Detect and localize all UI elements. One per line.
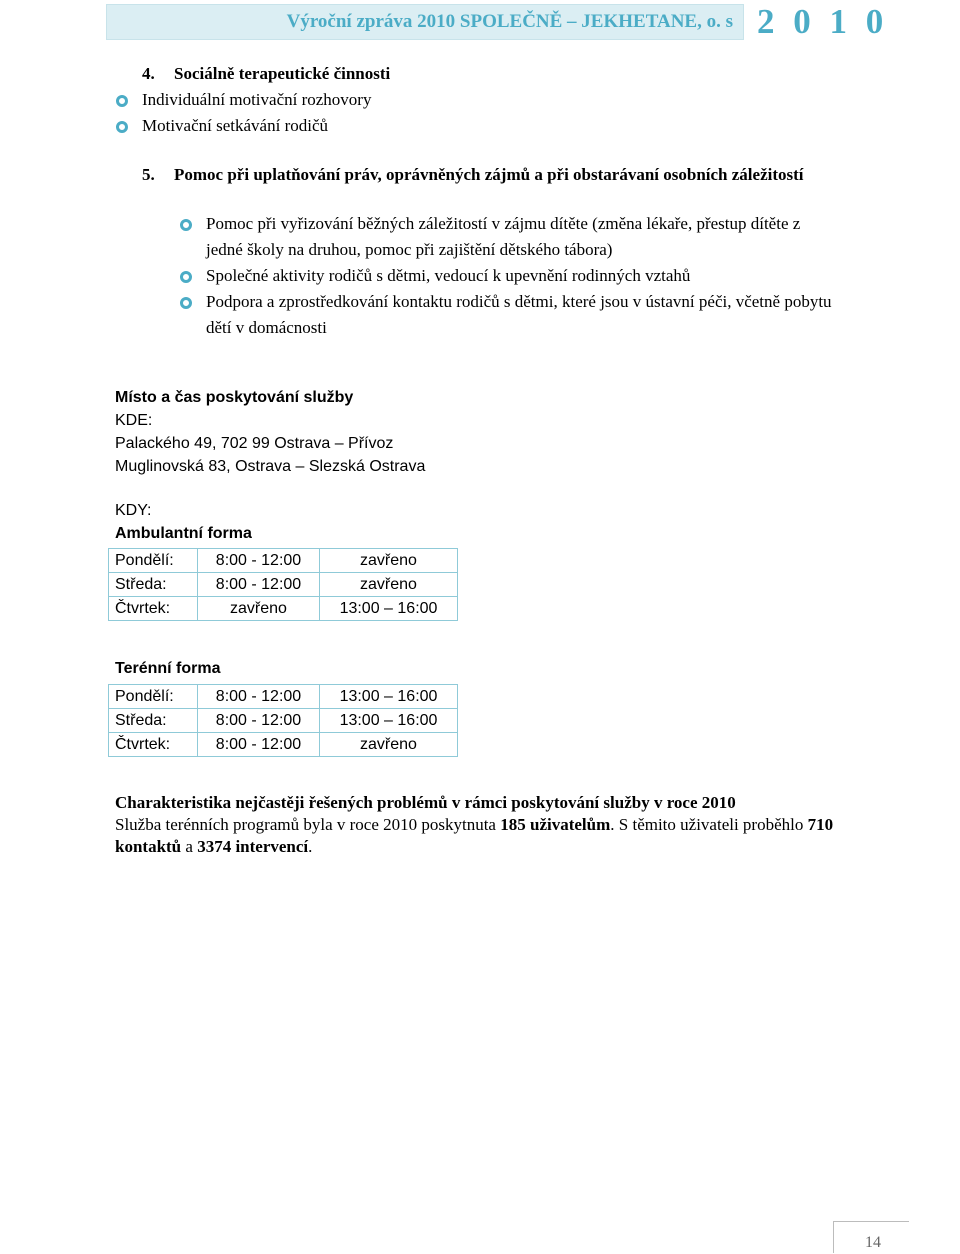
bullet-icon (116, 95, 128, 107)
table-row: Pondělí: 8:00 - 12:00 13:00 – 16:00 (109, 685, 458, 709)
ambulant-hours-table (108, 548, 458, 621)
users-count: 185 uživatelům (500, 815, 611, 834)
characteristics-heading: Charakteristika nejčastěji řešených problémů v rámci poskytování služby v roce 2010 (115, 793, 736, 812)
list-item: Pomoc při vyřizování běžných záležitostí v zájmu dítěte (změna lékaře, přestup dítěte z jedné školy na druhou, pomoc při zajištění dětského tábora) (78, 211, 838, 263)
table-row: Pondělí: 8:00 - 12:00 zavřeno (109, 549, 458, 573)
contacts-count: 710 kontaktů (115, 815, 834, 856)
list-item: Individuální motivační rozhovory (78, 87, 778, 113)
section-4-list (142, 87, 778, 139)
address-1: Palackého 49, 702 99 Ostrava – Přívoz (115, 435, 394, 452)
table-row: Čtvrtek: 8:00 - 12:00 zavřeno (109, 733, 458, 757)
address-2: Muglinovská 83, Ostrava – Slezská Ostrava (115, 458, 426, 475)
section-5-number: 5. (142, 165, 155, 184)
where-label: KDE: (115, 412, 153, 429)
characteristics-block (115, 792, 835, 858)
report-year: 2 0 1 0 (757, 2, 889, 41)
list-item: Společné aktivity rodičů s dětmi, vedoucí k upevnění rodinných vztahů (78, 263, 838, 289)
ambulant-heading: Ambulantní forma (115, 525, 252, 542)
section-5-title: Pomoc při uplatňování práv, oprávněných zájmů a při obstarávaní osobních záležitostí (174, 165, 804, 184)
header-bar (106, 4, 744, 40)
list-item: Motivační setkávání rodičů (78, 113, 778, 139)
characteristics-text: Služba terénních programů byla v roce 2010 poskytnuta 185 uživatelům. S těmito uživateli proběhlo 710 kontaktů a 3374 intervencí. (115, 815, 834, 856)
section-4-title: Sociálně terapeutické činnosti (174, 64, 391, 83)
table-row: Čtvrtek: zavřeno 13:00 – 16:00 (109, 597, 458, 621)
field-hours-table (108, 684, 458, 757)
section-4-heading (142, 61, 834, 87)
bullet-icon (180, 297, 192, 309)
field-heading: Terénní forma (115, 660, 221, 677)
section-4 (142, 61, 834, 87)
bullet-icon (116, 121, 128, 133)
report-title: Výroční zpráva 2010 SPOLEČNĚ – JEKHETANE, o. s (286, 11, 733, 32)
when-label: KDY: (115, 502, 152, 519)
table-row: Středa: 8:00 - 12:00 13:00 – 16:00 (109, 709, 458, 733)
section-4-number: 4. (142, 64, 155, 83)
table-row: Středa: 8:00 - 12:00 zavřeno (109, 573, 458, 597)
section-5-list (78, 211, 838, 341)
list-item: Podpora a zprostředkování kontaktu rodičů s dětmi, které jsou v ústavní péči, včetně pobytu dětí v domácnosti (78, 289, 838, 341)
bullet-icon (180, 271, 192, 283)
page-number: 14 (865, 1234, 881, 1251)
section-5-heading (142, 162, 842, 188)
bullet-icon (180, 219, 192, 231)
interventions-count: 3374 intervencí (197, 837, 309, 856)
place-time-block (115, 386, 425, 545)
page-number-box (833, 1221, 909, 1253)
place-time-heading: Místo a čas poskytování služby (115, 389, 354, 406)
